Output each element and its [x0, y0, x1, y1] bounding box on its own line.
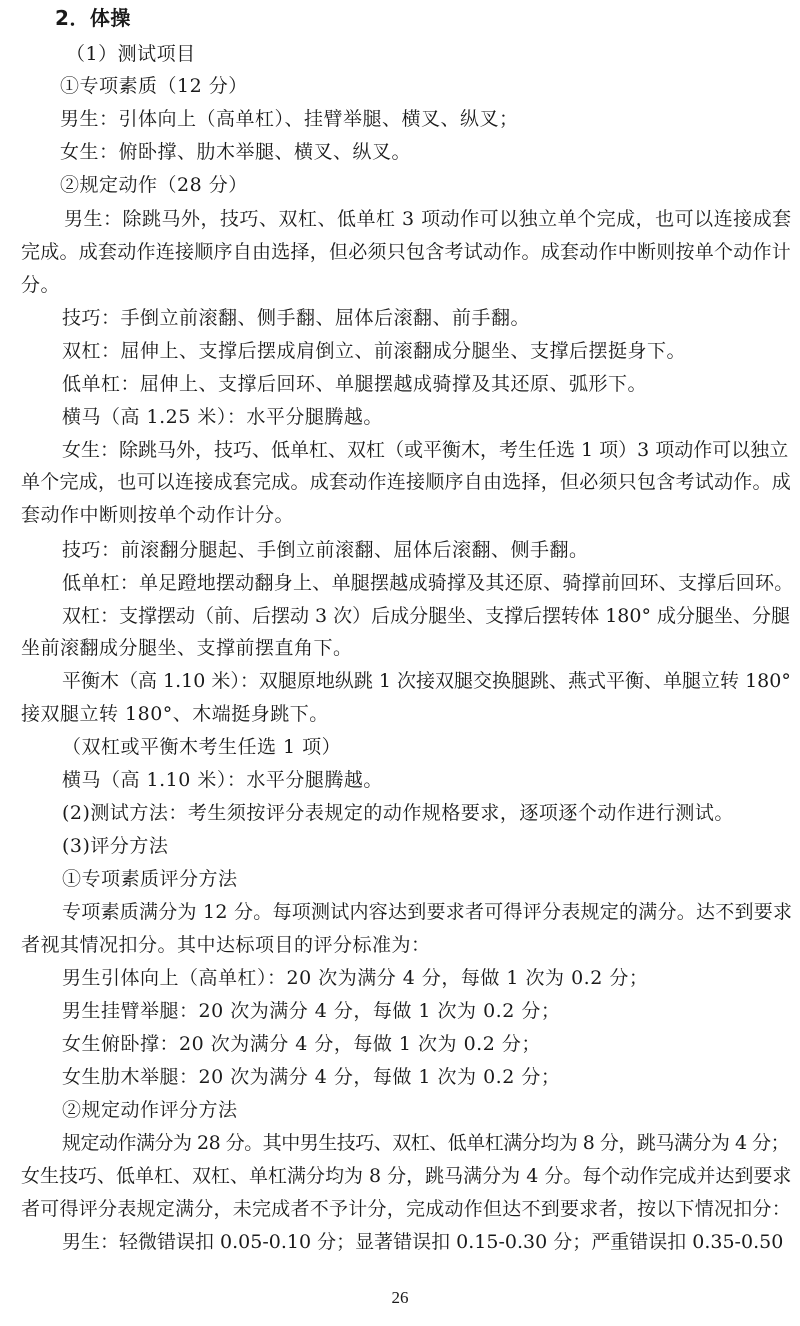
text-line: 套动作中断则按单个动作计分。: [21, 504, 295, 526]
text-line: 技巧：前滚翻分腿起、手倒立前滚翻、屈体后滚翻、侧手翻。: [62, 539, 589, 561]
text-line: （双杠或平衡木考生任选 1 项）: [62, 736, 342, 758]
text-line: 者视其情况扣分。其中达标项目的评分标准为：: [21, 934, 431, 956]
text-line: 女生：除跳马外，技巧、低单杠、双杠（或平衡木，考生任选 1 项）3 项动作可以独立: [62, 439, 789, 461]
text-line: 女生：俯卧撑、肋木举腿、横叉、纵叉。: [60, 141, 412, 163]
text-line: 双杠：支撑摆动（前、后摆动 3 次）后成分腿坐、支撑后摆转体 180° 成分腿坐、分腿: [62, 605, 791, 627]
text-line: 平衡木（高 1.10 米）：双腿原地纵跳 1 次接双腿交换腿跳、燕式平衡、单腿立转 180°: [62, 670, 791, 692]
text-line: 男生挂臂举腿：20 次为满分 4 分，每做 1 次为 0.2 分；: [62, 1000, 561, 1022]
text-line: 男生引体向上（高单杠）：20 次为满分 4 分，每做 1 次为 0.2 分；: [62, 967, 649, 989]
text-line: 男生：引体向上（高单杠）、挂臂举腿、横叉、纵叉；: [60, 108, 519, 130]
text-line: 男生：轻微错误扣 0.05-0.10 分；显著错误扣 0.15-0.30 分；严重错误扣 0.35-0.50: [62, 1231, 784, 1253]
text-line: ②规定动作评分方法: [62, 1099, 238, 1121]
text-line: ①专项素质（12 分）: [60, 75, 248, 97]
text-line: 男生：除跳马外，技巧、双杠、低单杠 3 项动作可以独立单个完成，也可以连接成套: [64, 208, 792, 230]
text-line: 规定动作满分为 28 分。其中男生技巧、双杠、低单杠满分均为 8 分，跳马满分为 4 分；: [62, 1132, 790, 1154]
text-line: ①专项素质评分方法: [62, 868, 238, 890]
text-line: (3)评分方法: [62, 835, 169, 857]
text-line: 女生肋木举腿：20 次为满分 4 分，每做 1 次为 0.2 分；: [62, 1066, 561, 1088]
subsection-heading: （1）测试项目: [66, 43, 196, 65]
text-line: 双杠：屈伸上、支撑后摆成肩倒立、前滚翻成分腿坐、支撑后摆挺身下。: [62, 340, 687, 362]
text-line: 女生技巧、低单杠、双杠、单杠满分均为 8 分，跳马满分为 4 分。每个动作完成并达到要求: [21, 1165, 792, 1187]
page-number: 26: [391, 1288, 409, 1307]
text-line: 专项素质满分为 12 分。每项测试内容达到要求者可得评分表规定的满分。达不到要求: [62, 901, 793, 923]
text-line: 单个完成，也可以连接成套完成。成套动作连接顺序自由选择，但必须只包含考试动作。成: [21, 471, 792, 493]
text-line: 横马（高 1.10 米）：水平分腿腾越。: [62, 769, 383, 791]
text-line: 分。: [21, 274, 61, 296]
section-heading: 2．体操: [55, 6, 131, 30]
text-line: (2)测试方法：考生须按评分表规定的动作规格要求，逐项逐个动作进行测试。: [62, 802, 734, 824]
text-line: 坐前滚翻成分腿坐、支撑前摆直角下。: [21, 637, 353, 659]
text-line: 者可得评分表规定满分，未完成者不予计分，完成动作但达不到要求者，按以下情况扣分：: [21, 1198, 792, 1220]
text-line: 完成。成套动作连接顺序自由选择，但必须只包含考试动作。成套动作中断则按单个动作计: [21, 241, 792, 263]
text-line: 低单杠：单足蹬地摆动翻身上、单腿摆越成骑撑及其还原、骑撑前回环、支撑后回环。: [62, 572, 794, 594]
text-line: 横马（高 1.25 米）：水平分腿腾越。: [62, 406, 383, 428]
text-line: 接双腿立转 180°、木端挺身跳下。: [21, 703, 329, 725]
text-line: ②规定动作（28 分）: [60, 174, 248, 196]
text-line: 技巧：手倒立前滚翻、侧手翻、屈体后滚翻、前手翻。: [62, 307, 531, 329]
text-line: 女生俯卧撑：20 次为满分 4 分，每做 1 次为 0.2 分；: [62, 1033, 541, 1055]
text-line: 低单杠：屈伸上、支撑后回环、单腿摆越成骑撑及其还原、弧形下。: [62, 373, 648, 395]
